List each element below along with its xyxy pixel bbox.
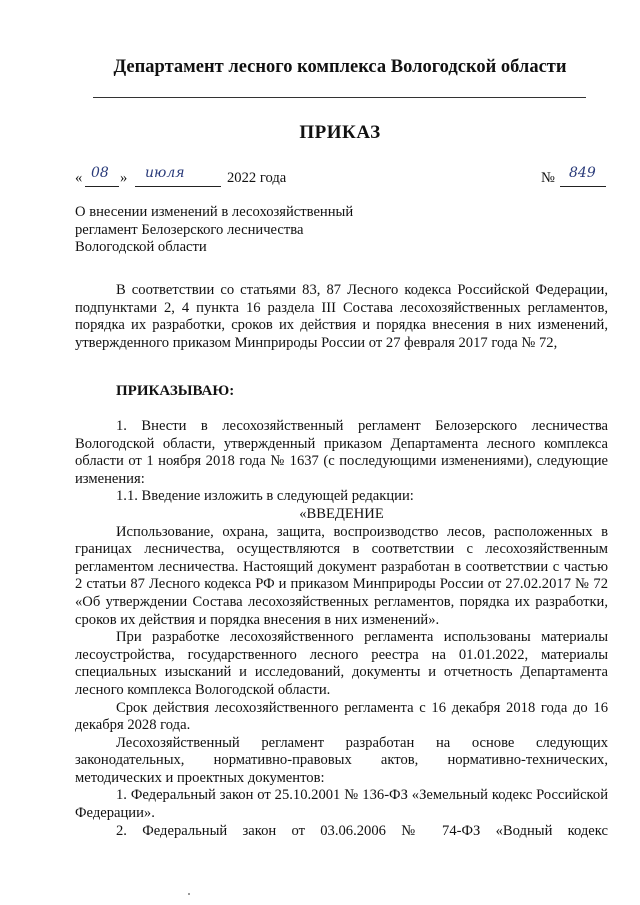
organization-name: Департамент лесного комплекса Вологодской области xyxy=(113,57,567,77)
number-prefix: № xyxy=(541,170,555,186)
header-divider xyxy=(93,97,586,98)
introduction-paragraph: Лесохозяйственный регламент разработан на основе следующих законодательных, нормативно-правовых актов, нормативно-технических, методических и проектных документов: xyxy=(75,734,608,786)
introduction-paragraph: При разработке лесохозяйственного регламента использованы материалы лесоустройства, государственного лесного реестра на 01.01.2022, материалы специальных изысканий и исследований, документы и отчетность Департамента лесного комплекса Вологодской области. xyxy=(75,629,608,698)
introduction-paragraph: Использование, охрана, защита, воспроизводство лесов, расположенных в границах лесничества, осуществляются в соответствии с лесохозяйственным регламентом лесничества. Настоящий документ разработан в соответствии с частью 2 статьи 87 Лесного кодекса РФ и приказом Минприроды России от 27.02.2017 № 72 «Об утверждении Состава лесохозяйственных регламентов, порядка их разработки, сроков их действия и порядка внесения в них изменений». xyxy=(75,523,608,628)
date-year: 2022 года xyxy=(227,170,287,186)
preamble: В соответствии со статьями 83, 87 Лесного кодекса Российской Федерации, подпунктами 2, 4 пункта 16 раздела III Состава лесохозяйственных регламентов, порядка их разработки, сроков их действия и порядка внесения в них изменений, утвержденного приказом Минприроды России от 27 февраля 2017 года № 72, xyxy=(75,282,608,351)
subject-line: Вологодской области xyxy=(75,239,207,256)
document-type: ПРИКАЗ xyxy=(299,122,381,143)
subject-line: регламент Белозерского лесничества xyxy=(75,221,304,238)
main-body xyxy=(75,418,608,840)
quote-open: « xyxy=(75,170,83,186)
item-1-1: 1.1. Введение изложить в следующей редакции: xyxy=(116,488,414,505)
order-word: ПРИКАЗЫВАЮ: xyxy=(116,383,235,399)
date-number-line xyxy=(75,165,608,188)
quote-close: » xyxy=(120,170,128,186)
document-number: 849 xyxy=(569,165,596,181)
item-1: 1. Внести в лесохозяйственный регламент Белозерского лесничества Вологодской области, утвержденный приказом Департамента лесного комплекса области от 1 ноября 2018 года № 1637 (с последующими изменениями), следующие изменения: xyxy=(75,418,608,487)
subject-line: О внесении изменений в лесохозяйственный xyxy=(75,204,354,220)
preamble-block xyxy=(75,282,608,352)
date-day: 08 xyxy=(91,165,109,181)
list-item: 2. Федеральный закон от 03.06.2006 № 74-ФЗ «Водный кодекс xyxy=(116,822,608,839)
date-month: июля xyxy=(145,165,185,181)
list-item: 1. Федеральный закон от 25.10.2001 № 136-ФЗ «Земельный кодекс Российской Федерации». xyxy=(75,787,608,822)
scan-speck xyxy=(188,893,190,895)
subject-block xyxy=(75,204,415,257)
introduction-heading: «ВВЕДЕНИЕ xyxy=(299,505,384,522)
month-underline xyxy=(135,186,221,187)
number-underline xyxy=(560,186,606,187)
order-word-block xyxy=(75,383,608,401)
day-underline xyxy=(85,186,119,187)
introduction-paragraph: Срок действия лесохозяйственного регламента с 16 декабря 2018 года до 16 декабря 2028 года. xyxy=(75,699,608,734)
